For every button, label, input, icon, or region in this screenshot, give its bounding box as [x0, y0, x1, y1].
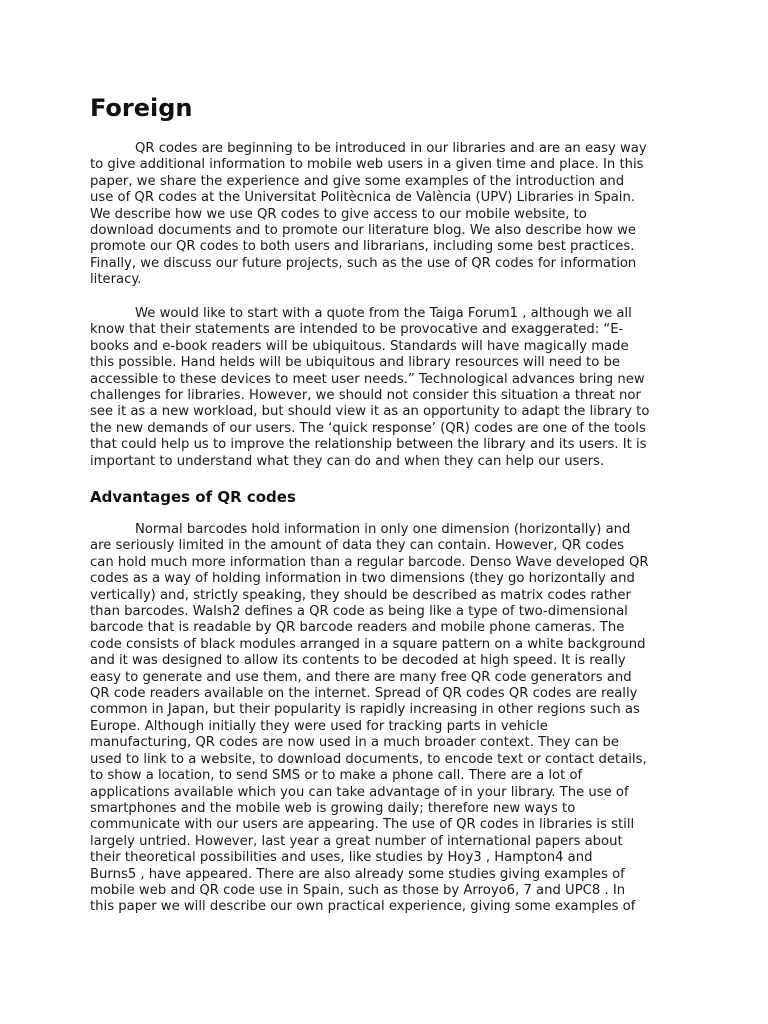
text-line: to give additional information to mobile web users in a given time and place. In this — [90, 157, 644, 173]
paragraph-advantages — [90, 522, 680, 916]
text-line: used to link to a website, to download documents, to encode text or contact details, — [90, 751, 647, 767]
text-line: applications available which you can take advantage of in your library. The use of — [90, 784, 629, 800]
paragraph-intro — [90, 141, 680, 289]
text-line: barcode that is readable by QR barcode readers and mobile phone cameras. The — [90, 620, 625, 636]
text-line: vertically) and, strictly speaking, they should be described as matrix codes rather — [90, 587, 631, 603]
text-line: use of QR codes at the Universitat Politècnica de València (UPV) Libraries in Spain. — [90, 190, 636, 206]
text-line: Finally, we discuss our future projects, such as the use of QR codes for information — [90, 255, 637, 271]
text-line: books and e-book readers will be ubiquitous. Standards will have magically made — [90, 338, 629, 354]
text-line: paper, we share the experience and give some examples of the introduction and — [90, 173, 625, 189]
text-line: common in Japan, but their popularity is rapidly increasing in other regions such as — [90, 702, 640, 718]
text-line: accessible to these devices to meet user needs.” Technological advances bring new — [90, 371, 645, 387]
text-line: largely untried. However, last year a great number of international papers about — [90, 833, 623, 849]
text-line: code consists of black modules arranged in a square pattern on a white background — [90, 636, 646, 652]
text-line: Burns5 , have appeared. There are also already some studies giving examples of — [90, 866, 625, 882]
text-line: literacy. — [90, 272, 142, 288]
text-line: this paper we will describe our own practical experience, giving some examples of — [90, 899, 636, 915]
text-line: Europe. Although initially they were used for tracking parts in vehicle — [90, 718, 548, 734]
text-line: communicate with our users are appearing. The use of QR codes in libraries is still — [90, 817, 635, 833]
text-line: QR codes are beginning to be introduced in our libraries and are an easy way — [135, 141, 647, 156]
text-line: Normal barcodes hold information in only one dimension (horizontally) and — [135, 522, 631, 537]
text-line: We would like to start with a quote from the Taiga Forum1 , although we all — [135, 306, 632, 321]
text-line: than barcodes. Walsh2 defines a QR code as being like a type of two-dimensional — [90, 604, 628, 620]
text-line: download documents and to promote our literature blog. We also describe how we — [90, 223, 637, 239]
text-line: smartphones and the mobile web is growing daily; therefore new ways to — [90, 800, 576, 816]
text-line: can hold much more information than a regular barcode. Denso Wave developed QR — [90, 554, 649, 570]
document-title: Foreign — [90, 94, 193, 122]
text-line: challenges for libraries. However, we should not consider this situation a threat nor — [90, 388, 641, 404]
text-line: important to understand what they can do and when they can help our users. — [90, 453, 605, 469]
paragraph-taiga-quote — [90, 306, 680, 470]
text-line: and it was designed to allow its contents to be decoded at high speed. It is really — [90, 653, 626, 669]
text-line: that could help us to improve the relationship between the library and its users. It is — [90, 437, 647, 453]
text-line: see it as a new workload, but should view it as an opportunity to adapt the library to — [90, 404, 650, 420]
text-line: easy to generate and use them, and there are many free QR code generators and — [90, 669, 632, 685]
section-heading: Advantages of QR codes — [90, 488, 296, 506]
text-line: QR code readers available on the internet. Spread of QR codes QR codes are really — [90, 686, 638, 702]
text-line: their theoretical possibilities and uses, like studies by Hoy3 , Hampton4 and — [90, 850, 593, 866]
text-line: manufacturing, QR codes are now used in a much broader context. They can be — [90, 735, 619, 751]
text-line: are seriously limited in the amount of data they can contain. However, QR codes — [90, 538, 625, 554]
text-line: to show a location, to send SMS or to make a phone call. There are a lot of — [90, 768, 583, 784]
text-line: mobile web and QR code use in Spain, such as those by Arroyo6, 7 and UPC8 . In — [90, 882, 626, 898]
text-line: the new demands of our users. The ‘quick response’ (QR) codes are one of the tools — [90, 420, 646, 436]
text-line: promote our QR codes to both users and librarians, including some best practices. — [90, 239, 635, 255]
text-line: We describe how we use QR codes to give access to our mobile website, to — [90, 206, 587, 222]
text-line: this possible. Hand helds will be ubiquitous and library resources will need to be — [90, 355, 620, 371]
text-line: know that their statements are intended to be provocative and exaggerated: “E- — [90, 322, 624, 338]
text-line: codes as a way of holding information in two dimensions (they go horizontally and — [90, 571, 635, 587]
